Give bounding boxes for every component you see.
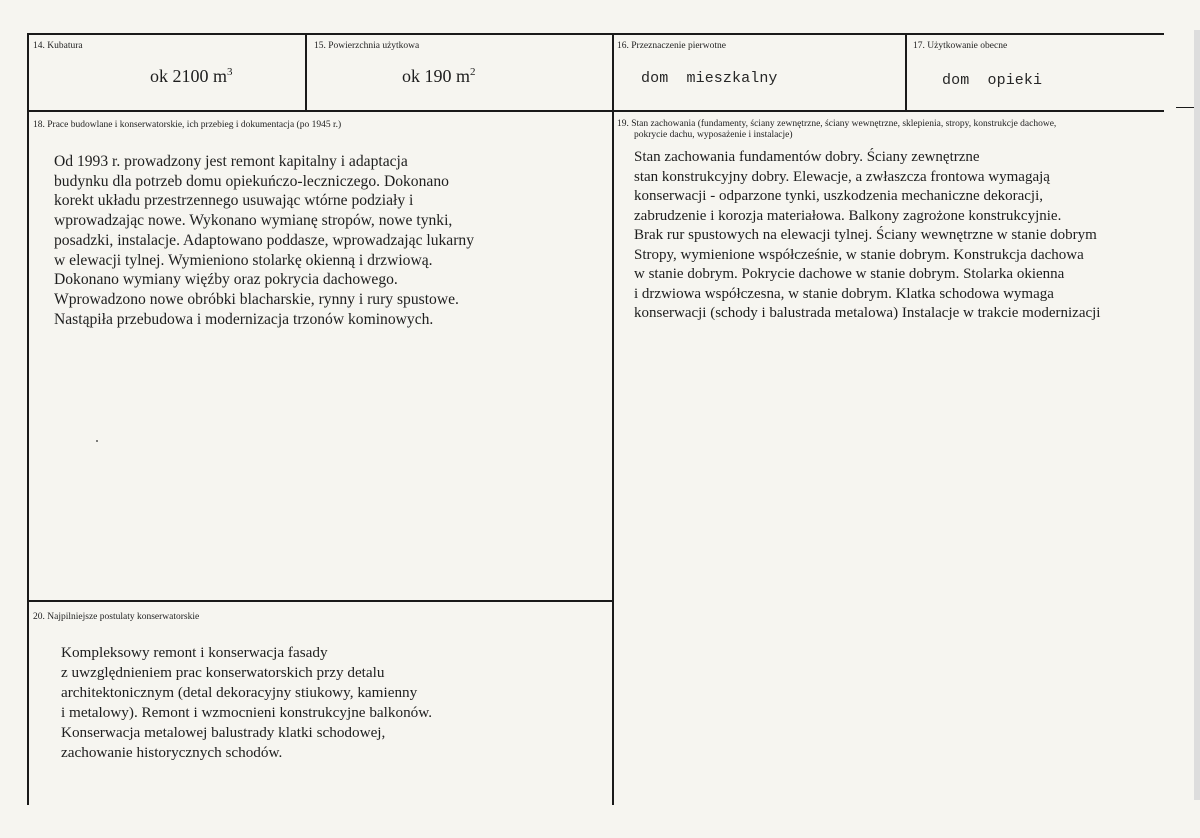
field-14-value [150, 66, 233, 87]
field-18-line: Wprowadzono nowe obróbki blacharskie, rynny i rury spustowe. [54, 290, 459, 308]
field-18-line: posadzki, instalacje. Adaptowano poddasze, wprowadzając lukarny [54, 231, 475, 249]
col-divider-17 [905, 33, 907, 112]
field-18-label: 18. Prace budowlane i konserwatorskie, ich przebieg i dokumentacja (po 1945 r.) [33, 120, 342, 130]
field-18-line: wprowadzając nowe. Wykonano wymianę stropów, nowe tynki, [54, 212, 453, 230]
field-15-label: 15. Powierzchnia użytkowa [314, 41, 420, 51]
field-19-line: Stan zachowania fundamentów dobry. Ściany zewnętrzne [634, 149, 980, 165]
field-20-label: 20. Najpilniejsze postulaty konserwatorskie [33, 612, 200, 622]
field-18-line: Nastąpiła przebudowa i modernizacja trzonów kominowych. [54, 310, 434, 328]
field-15-unit-exponent: 2 [470, 66, 476, 78]
field-16-value: dom mieszkalny [641, 70, 778, 87]
field-17-value: dom opieki [942, 72, 1043, 89]
field-14-number: ok 2100 m [150, 66, 228, 86]
field-20-line: architektonicznym (detal dekoracyjny stiukowy, kamienny [61, 684, 418, 701]
field-14-label: 14. Kubatura [33, 41, 83, 51]
field-16-label: 16. Przeznaczenie pierwotne [617, 41, 726, 51]
field-19-line: Stropy, wymienione współcześnie, w stanie dobrym. Konstrukcja dachowa [634, 246, 1084, 263]
field-19-line: konserwacji - odparzone tynki, uszkodzenia mechaniczne dekoracji, [634, 188, 1043, 204]
field-18-line: w elewacji tylnej. Wymieniono stolarkę okienną i drzwiową. [54, 251, 433, 269]
field-19-label-line: pokrycie dachu, wyposażenie i instalacje) [634, 129, 793, 140]
field-20-line: Kompleksowy remont i konserwacja fasady [61, 644, 328, 661]
field-15-number: ok 190 m [402, 66, 471, 86]
field-18-line: Dokonano wymiany więźby oraz pokrycia dachowego. [54, 271, 398, 289]
field-20-line: Konserwacja metalowej balustrady klatki schodowej, [61, 724, 386, 741]
field-20-line: z uwzględnieniem prac konserwatorskich przy detalu [61, 664, 385, 681]
col-divider-main [612, 33, 614, 805]
field-18-line: budynku dla potrzeb domu opiekuńczo-leczniczego. Dokonano [54, 172, 449, 190]
field-18-line: Od 1993 r. prowadzony jest remont kapitalny i adaptacja [54, 153, 408, 170]
scan-speck [96, 440, 98, 442]
field-19-label-line: 19. Stan zachowania (fundamenty, ściany zewnętrzne, ściany wewnętrzne, sklepienia, stropy, konstrukcje dachowe, [617, 119, 1057, 129]
row-divider-top [27, 110, 1164, 112]
field-20-line: zachowanie historycznych schodów. [61, 744, 283, 761]
top-rule [27, 33, 1164, 35]
field-20-text [61, 643, 432, 763]
field-18-text [54, 152, 474, 329]
field-19-line: w stanie dobrym. Pokrycie dachowe w stanie dobrym. Stolarka okienna [634, 266, 1065, 282]
field-19-text [634, 148, 1196, 324]
field-14-unit-exponent: 3 [227, 66, 233, 78]
field-15-value [402, 66, 476, 87]
field-19-line: i drzwiowa współczesna, w stanie dobrym. Klatka schodowa wymaga [634, 285, 1054, 302]
field-18-line: korekt układu przestrzennego usuwając wtórne podziały i [54, 192, 414, 210]
field-19-line: zabrudzenie i korozja materiałowa. Balkony zagrożone konstrukcyjnie. [634, 207, 1062, 224]
field-19-label [617, 119, 1056, 140]
field-19-line: stan konstrukcyjny dobry. Elewacje, a zwłaszcza frontowa wymagają [634, 168, 1050, 185]
field-19-line: Brak rur spustowych na elewacji tylnej. Ściany wewnętrzne w stanie dobrym [634, 227, 1097, 243]
field-17-label: 17. Użytkowanie obecne [913, 41, 1008, 51]
field-20-line: i metalowy). Remont i wzmocnieni konstrukcyjne balkonów. [61, 704, 433, 721]
scan-edge [1194, 30, 1200, 800]
col-divider-15 [305, 33, 307, 112]
left-border [27, 33, 29, 805]
field-19-line: konserwacji (schody i balustrada metalowa) Instalacje w trakcie modernizacji [634, 305, 1101, 321]
row-divider-bottom [27, 600, 614, 602]
